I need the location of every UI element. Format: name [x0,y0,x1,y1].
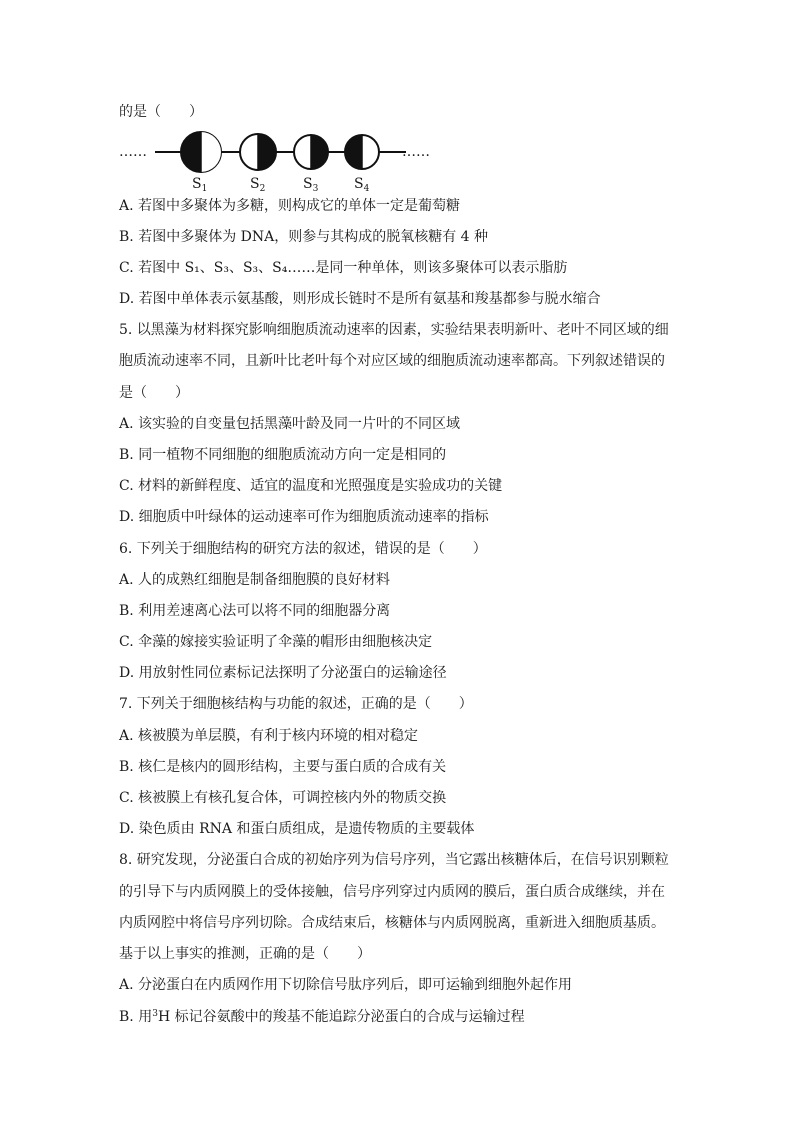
q8-stem-line-2: 的引导下与内质网膜上的受体接触，信号序列穿过内质网的膜后，蛋白质合成继续，并在 [119,884,665,900]
monomer-s4 [345,135,379,169]
q5-option-d: D. 细胞质中叶绿体的运动速率可作为细胞质流动速率的指标 [119,509,489,525]
q6-option-a: A. 人的成熟红细胞是制备细胞膜的良好材料 [119,572,391,588]
q7-option-b: B. 核仁是核内的圆形结构，主要与蛋白质的合成有关 [119,759,447,775]
left-ellipsis: …… [119,144,147,160]
q5-stem-line-3: 是（ ） [119,385,189,401]
q5-stem-line-1: 5. 以黑藻为材料探究影响细胞质流动速率的因素，实验结果表明新叶、老叶不同区域的细 [119,322,669,338]
right-ellipsis: …… [402,144,430,160]
q4-stem-tail: 的是（ ） [119,104,203,120]
q5-option-c: C. 材料的新鲜程度、适宜的温度和光照强度是实验成功的关键 [119,478,503,494]
q4-option-b: B. 若图中多聚体为 DNA，则参与其构成的脱氧核糖有 4 种 [119,229,489,245]
q4-option-d: D. 若图中单体表示氨基酸，则形成长链时不是所有氨基和羧基都参与脱水缩合 [119,291,601,307]
q6-option-c: C. 伞藻的嫁接实验证明了伞藻的帽形由细胞核决定 [119,634,433,650]
label-s4: $S_4$ [354,176,370,194]
q8-stem-line-4: 基于以上事实的推测，正确的是（ ） [119,946,371,962]
q5-option-a: A. 该实验的自变量包括黑藻叶龄及同一片叶的不同区域 [119,416,461,432]
label-s1: $S_1$ [192,176,208,194]
q5-option-b: B. 同一植物不同细胞的细胞质流动方向一定是相同的 [119,447,447,463]
q7-option-a: A. 核被膜为单层膜，有利于核内环境的相对稳定 [119,728,419,744]
polymer-diagram [119,124,449,194]
q8-option-a: A. 分泌蛋白在内质网作用下切除信号肽序列后，即可运输到细胞外起作用 [119,977,573,993]
monomer-s3 [294,135,328,169]
monomer-s1 [181,132,221,172]
q8-stem-line-1: 8. 研究发现，分泌蛋白合成的初始序列为信号序列，当它露出核糖体后，在信号识别颗粒 [119,852,669,868]
q6-stem: 6. 下列关于细胞结构的研究方法的叙述，错误的是（ ） [119,541,487,557]
q6-option-d: D. 用放射性同位素标记法探明了分泌蛋白的运输途径 [119,665,447,681]
q7-stem: 7. 下列关于细胞核结构与功能的叙述，正确的是（ ） [119,696,473,712]
monomer-s2 [240,134,276,170]
q4-option-c: C. 若图中 S₁、S₃、S₃、S₄……是同一种单体，则该多聚体可以表示脂肪 [119,260,568,276]
q7-option-c: C. 核被膜上有核孔复合体，可调控核内外的物质交换 [119,790,447,806]
label-s3: $S_3$ [303,176,319,194]
q8-stem-line-3: 内质网腔中将信号序列切除。合成结束后，核糖体与内质网脱离，重新进入细胞质基质。 [119,915,665,931]
q8-option-b: B. 用$^3$H 标记谷氨酸中的羧基不能追踪分泌蛋白的合成与运输过程 [119,1009,525,1025]
q7-option-d: D. 染色质由 RNA 和蛋白质组成，是遗传物质的主要载体 [119,821,475,837]
label-s2: $S_2$ [250,176,266,194]
q5-stem-line-2: 胞质流动速率不同，且新叶比老叶每个对应区域的细胞质流动速率都高。下列叙述错误的 [119,353,665,369]
q4-option-a: A. 若图中多聚体为多糖，则构成它的单体一定是葡萄糖 [119,198,461,214]
q6-option-b: B. 利用差速离心法可以将不同的细胞器分离 [119,603,391,619]
